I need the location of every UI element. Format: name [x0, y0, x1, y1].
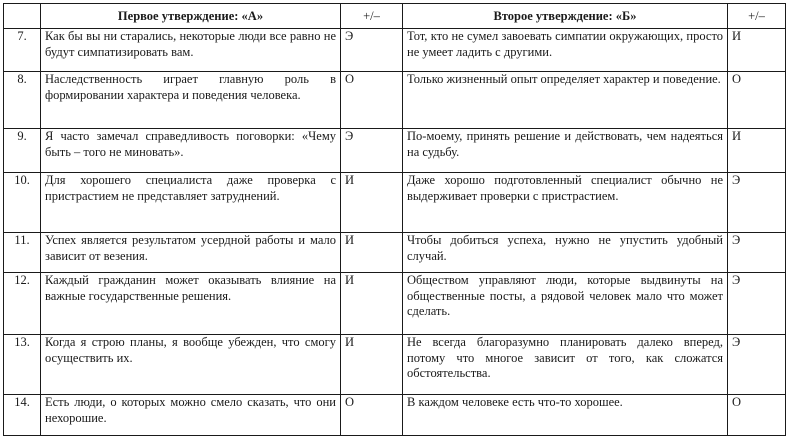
table-row: [4, 335, 786, 395]
row-number: 14.: [4, 395, 41, 436]
header-statement-a: Первое утверждение: «А»: [41, 4, 341, 29]
mark-a: И: [341, 273, 403, 335]
statement-b: Даже хорошо подготовленный специалист обычно не выдерживает проверки с пристрастием.: [403, 173, 728, 233]
header-statement-b: Второе утверждение: «Б»: [403, 4, 728, 29]
header-num: [4, 4, 41, 29]
mark-b: Э: [728, 173, 786, 233]
mark-b: Э: [728, 233, 786, 273]
table-row: [4, 273, 786, 335]
mark-b: И: [728, 129, 786, 173]
header-row: [4, 4, 786, 29]
statement-b: Обществом управляют люди, которые выдвинуты на общественные посты, а рядовой человек мало что может сделать.: [403, 273, 728, 335]
row-number: 7.: [4, 29, 41, 72]
header-mark-a: +/–: [341, 4, 403, 29]
table-row: [4, 173, 786, 233]
mark-a: И: [341, 173, 403, 233]
mark-b: Э: [728, 335, 786, 395]
header-mark-b: +/–: [728, 4, 786, 29]
mark-a: Э: [341, 29, 403, 72]
table-row: [4, 29, 786, 72]
statement-a: Каждый гражданин может оказывать влияние на важные государственные решения.: [41, 273, 341, 335]
table-row: [4, 233, 786, 273]
mark-a: Э: [341, 129, 403, 173]
table-row: [4, 72, 786, 129]
row-number: 10.: [4, 173, 41, 233]
mark-b: И: [728, 29, 786, 72]
statement-a: Я часто замечал справедливость поговорки: «Чему быть – того не миновать».: [41, 129, 341, 173]
mark-b: Э: [728, 273, 786, 335]
statement-b: В каждом человеке есть что-то хорошее.: [403, 395, 728, 436]
statement-a: Успех является результатом усердной работы и мало зависит от везения.: [41, 233, 341, 273]
statement-a: Для хорошего специалиста даже проверка с пристрастием не представляет затруднений.: [41, 173, 341, 233]
statement-b: Тот, кто не сумел завоевать симпатии окружающих, просто не умеет ладить с другими.: [403, 29, 728, 72]
statement-b: Не всегда благоразумно планировать далеко вперед, потому что многое зависит от того, как сложатся обстоятельства.: [403, 335, 728, 395]
statement-a: Есть люди, о которых можно смело сказать, что они нехорошие.: [41, 395, 341, 436]
mark-b: О: [728, 72, 786, 129]
mark-a: И: [341, 335, 403, 395]
statement-a: Как бы вы ни старались, некоторые люди все равно не будут симпатизировать вам.: [41, 29, 341, 72]
mark-b: О: [728, 395, 786, 436]
statement-b: По-моему, принять решение и действовать, чем надеяться на судьбу.: [403, 129, 728, 173]
statement-a: Когда я строю планы, я вообще убежден, что смогу осуществить их.: [41, 335, 341, 395]
row-number: 8.: [4, 72, 41, 129]
row-number: 12.: [4, 273, 41, 335]
statement-a: Наследственность играет главную роль в формировании характера и поведения человека.: [41, 72, 341, 129]
table-row: [4, 129, 786, 173]
statement-b: Чтобы добиться успеха, нужно не упустить удобный случай.: [403, 233, 728, 273]
statement-b: Только жизненный опыт определяет характер и поведение.: [403, 72, 728, 129]
mark-a: О: [341, 395, 403, 436]
mark-a: И: [341, 233, 403, 273]
row-number: 9.: [4, 129, 41, 173]
row-number: 11.: [4, 233, 41, 273]
questionnaire-table: [3, 3, 786, 436]
row-number: 13.: [4, 335, 41, 395]
table-row: [4, 395, 786, 436]
mark-a: О: [341, 72, 403, 129]
